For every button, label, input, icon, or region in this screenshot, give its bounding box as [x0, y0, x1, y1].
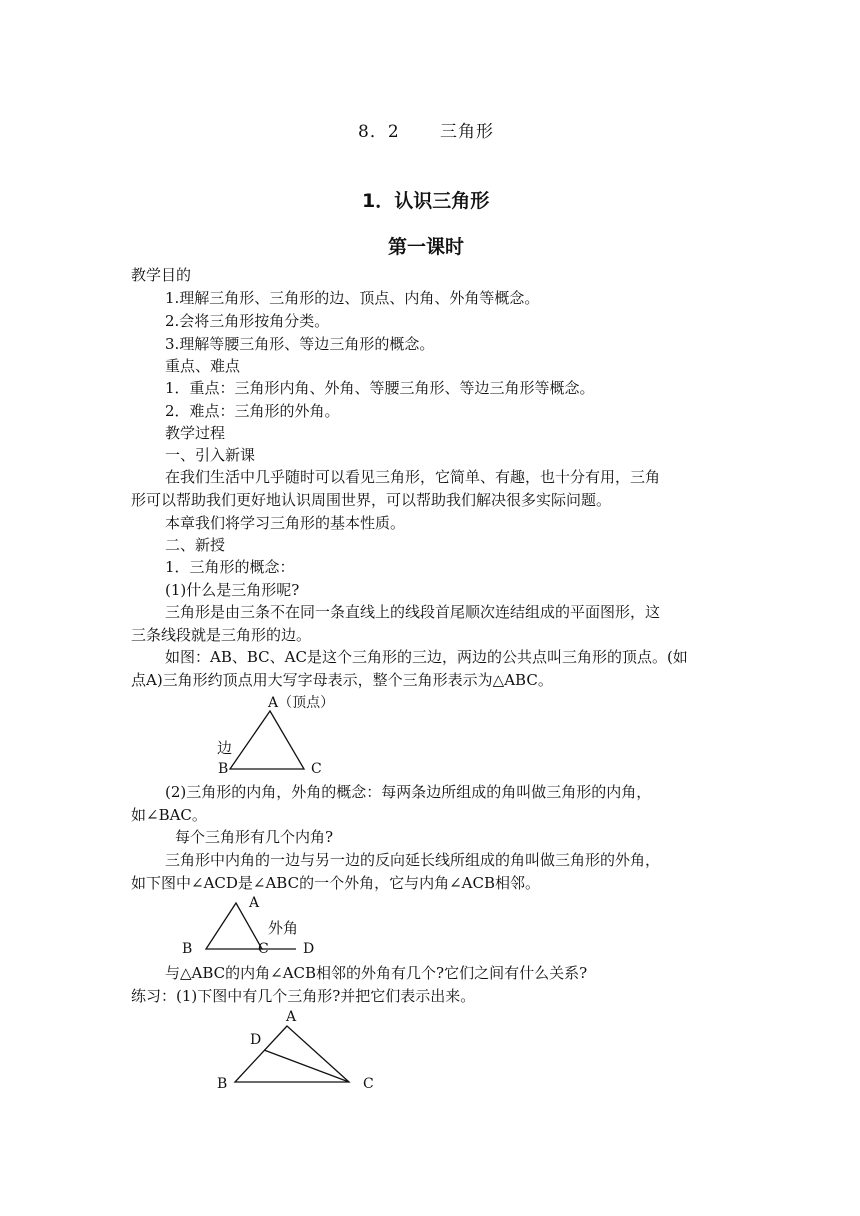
- fig3-label-d: D: [250, 1032, 262, 1048]
- exterior-question: 与△ABC的内角∠ACB相邻的外角有几个?它们之间有什么关系?: [165, 964, 588, 982]
- new-lesson-heading: 二、新授: [165, 536, 226, 554]
- segment-dc: [264, 1050, 349, 1082]
- exterior-def-line-1: 三角形中内角的一边与另一边的反向延长线所组成的角叫做三角形的外角，: [165, 851, 661, 869]
- fig3-label-c: C: [363, 1076, 374, 1092]
- fig3-label-b: B: [217, 1076, 228, 1092]
- example-line-1: 如图：AB、BC、AC是这个三角形的三边，两边的公共点叫三角形的顶点。(如: [165, 648, 688, 666]
- fig2-label-b: B: [182, 941, 193, 957]
- key-point: 1．重点：三角形内角、外角、等腰三角形、等边三角形等概念。: [165, 379, 595, 397]
- fig2-label-exterior: 外角: [268, 919, 299, 937]
- subsection-title: 1．认识三角形: [362, 190, 490, 212]
- example-line-2: 点A)三角形约顶点用大写字母表示，整个三角形表示为△ABC。: [131, 671, 553, 689]
- exercise-1: 练习：(1)下图中有几个三角形?并把它们表示出来。: [131, 987, 476, 1005]
- fig2-label-a: A: [249, 895, 260, 911]
- key-points-heading: 重点、难点: [165, 357, 241, 375]
- definition-line-2: 三条线段就是三角形的边。: [131, 626, 312, 644]
- process-heading: 教学过程: [165, 424, 226, 442]
- lesson-title: 第一课时: [388, 236, 465, 258]
- fig2-label-d: D: [303, 941, 315, 957]
- angle-concept-line-1: (2)三角形的内角，外角的概念：每两条边所组成的角叫做三角形的内角，: [165, 783, 652, 801]
- question-interior-angles: 每个三角形有几个内角?: [175, 828, 334, 846]
- intro-para-line-1: 在我们生活中几乎随时可以看见三角形，它简单、有趣，也十分有用，三角: [165, 468, 661, 486]
- intro-heading: 一、引入新课: [165, 446, 256, 464]
- definition-line-1: 三角形是由三条不在同一条直线上的线段首尾顺次连结组成的平面图形，这: [165, 603, 661, 621]
- goal-2: 2.会将三角形按角分类。: [165, 312, 330, 330]
- fig1-label-b: B: [218, 761, 229, 777]
- exterior-def-line-2: 如下图中∠ACD是∠ABC的一个外角，它与内角∠ACB相邻。: [131, 874, 540, 892]
- fig1-label-c: C: [311, 761, 322, 777]
- difficult-point: 2．难点：三角形的外角。: [165, 402, 340, 420]
- intro-para-line-2: 形可以帮助我们更好地认识周围世界，可以帮助我们解决很多实际问题。: [131, 491, 612, 509]
- fig3-label-a: A: [286, 1009, 297, 1025]
- teaching-goals-heading: 教学目的: [131, 266, 192, 284]
- concept-heading: 1．三角形的概念：: [165, 558, 295, 576]
- goal-1: 1.理解三角形、三角形的边、顶点、内角、外角等概念。: [165, 289, 540, 307]
- fig1-label-side: 边: [217, 739, 233, 757]
- chapter-intro: 本章我们将学习三角形的基本性质。: [165, 514, 406, 532]
- goal-3: 3.理解等腰三角形、等边三角形的概念。: [165, 335, 435, 353]
- angle-concept-line-2: 如∠BAC。: [131, 806, 207, 824]
- fig1-label-a: A（顶点）: [268, 695, 335, 711]
- question-1: (1)什么是三角形呢?: [165, 581, 300, 599]
- fig2-label-c: C: [258, 941, 269, 957]
- section-title: 三角形: [440, 122, 494, 142]
- section-number: 8．2: [358, 122, 400, 142]
